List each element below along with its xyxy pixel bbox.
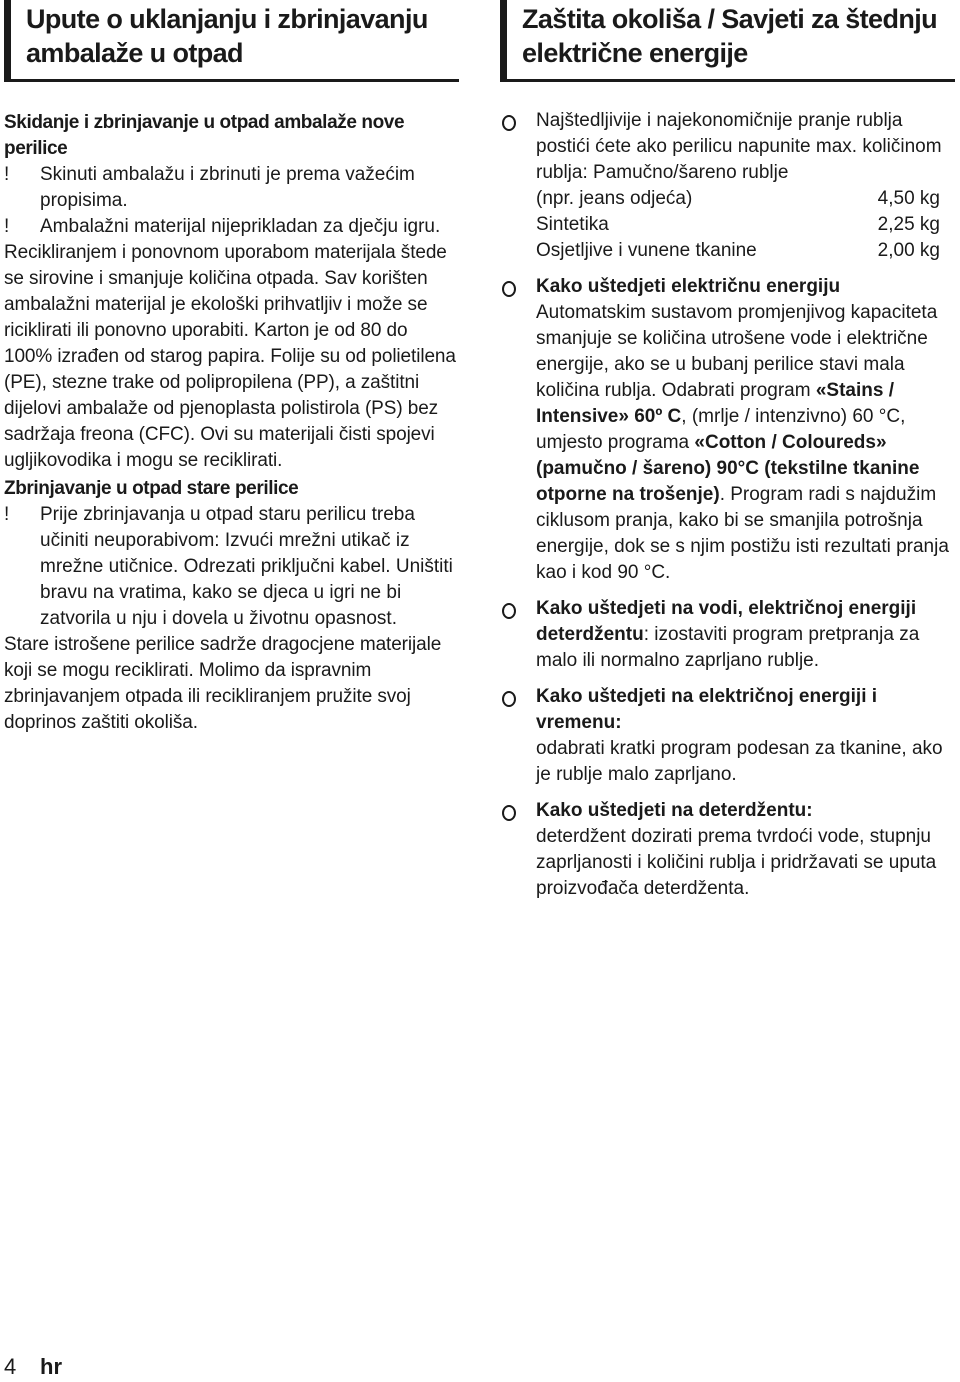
disposal-paragraph: Stare istrošene perilice sadrže dragocjene materijale koji se mogu reciklirati. Molimo da ispravnim zbrinjavanjem otpada ili recikliranjem pružite svoj doprinos zaštiti okoliša. [4, 634, 442, 733]
exclamation-icon: ! [4, 504, 10, 525]
load-label: Sintetika [536, 214, 609, 235]
load-row [536, 186, 940, 212]
warning-item [4, 214, 459, 240]
tip-title: Kako uštedjeti na vodi, električnoj energiji deterdžentu [536, 598, 917, 645]
recycling-paragraph: Recikliranjem i ponovnom uporabom materijala štede se sirovine i smanjuje količina otpada. Sav korišten ambalažni materijal je ekološki prihvatljiv i može se riciklirati ili ponovno uporabiti. Karton je od 80 do 100% izrađen od starog papira. Folije su od polietilena (PE), stezne trake od polipropilena (PP), a zaštitni dijelovi ambalaže od pjenoplasta polistirola (PS) bez sadržaja freona (CFC). Ovi su materijali čisti spojevi ugljikovodika i mogu se reciklirati. [4, 242, 456, 471]
tip-title: Kako uštedjeti električnu energiju [536, 276, 841, 297]
right-header-title: Zaštita okoliša / Savjeti za štednju električne energije [522, 4, 938, 68]
load-label: Osjetljive i vunene tkanine [536, 240, 757, 261]
load-row [536, 238, 940, 264]
tip-text: deterdžent dozirati prema tvrdoći vode, stupnju zaprljanosti i količini rublja i pridržavati se uputa proizvođača deterdženta. [536, 826, 937, 899]
tip-text: , (mrlje / intenzivno) 60 °C, umjesto programa [536, 406, 906, 453]
tip-text: . Program radi s najdužim ciklusom pranja, kako bi se smanjila potrošnja energije, dok se s njim postižu isti rezultati pranja kao i kod 90 °C. [536, 484, 949, 583]
bullet-circle-icon [502, 805, 516, 821]
load-row [536, 212, 940, 238]
tip-item [500, 798, 955, 902]
tip-text: Najštedljivije i najekonomičnije pranje rublja postići ćete ako perilicu napunite max. količinom rublja: Pamučno/šareno rublje [536, 110, 942, 183]
tip-text: Automatskim sustavom promjenjivog kapaciteta smanjuje se količina utrošene vode i električne energije, ako se u bubanj perilice stavi mala količina rublja. Odabrati program [536, 302, 938, 401]
right-body [500, 82, 955, 902]
tip-item [500, 108, 955, 264]
bullet-circle-icon [502, 115, 516, 131]
tip-item [500, 596, 955, 674]
warning-item [4, 162, 459, 214]
bullet-circle-icon [502, 603, 516, 619]
warning-text: Prije zbrinjavanja u otpad staru perilicu treba učiniti neuporabivom: Izvući mrežni utikač iz mrežne utičnice. Odrezati priključni kabel. Uništiti bravu na vratima, kako se djeca u igri ne bi zatvorila u nju i dovela u životnu opasnost. [40, 504, 453, 629]
load-label: (npr. jeans odjeća) [536, 188, 693, 209]
page-number: 4 [4, 1354, 17, 1379]
right-column [500, 0, 955, 912]
exclamation-icon: ! [4, 164, 10, 185]
tip-text: : izostaviti program pretpranja za malo ili normalno zaprljano rublje. [536, 624, 920, 671]
load-value: 4,50 kg [877, 188, 940, 209]
tip-title: Kako uštedjeti na deterdžentu: [536, 800, 813, 821]
left-column [4, 0, 459, 736]
bullet-circle-icon [502, 691, 516, 707]
bullet-circle-icon [502, 281, 516, 297]
exclamation-icon: ! [4, 216, 10, 237]
load-value: 2,00 kg [877, 240, 940, 261]
section-heading-packaging: Skidanje i zbrinjavanje u otpad ambalaže nove perilice [4, 112, 405, 159]
left-header-title: Upute o uklanjanju i zbrinjavanju ambalaže u otpad [26, 4, 428, 68]
warning-text: Skinuti ambalažu i zbrinuti je prema važećim propisima. [40, 164, 415, 211]
tip-item [500, 274, 955, 586]
program-name: «Stains / Intensive» 60º C [536, 380, 895, 427]
section-heading-old-appliance: Zbrinjavanje u otpad stare perilice [4, 478, 299, 499]
load-value: 2,25 kg [877, 214, 940, 235]
left-header [4, 0, 459, 82]
tip-text: odabrati kratki program podesan za tkanine, ako je rublje malo zaprljano. [536, 738, 943, 785]
tip-item [500, 684, 955, 788]
language-code: hr [40, 1354, 62, 1379]
tip-title: Kako uštedjeti na električnoj energiji i vremenu: [536, 686, 878, 733]
warning-item [4, 502, 459, 632]
right-header [500, 0, 955, 82]
warning-text: Ambalažni materijal nijeprikladan za dječju igru. [40, 216, 441, 237]
page-footer [4, 1352, 62, 1382]
left-body [4, 82, 459, 736]
program-name: «Cotton / Coloureds» (pamučno / šareno) 90°C (tekstilne tkanine otporne na trošenje) [536, 432, 920, 505]
